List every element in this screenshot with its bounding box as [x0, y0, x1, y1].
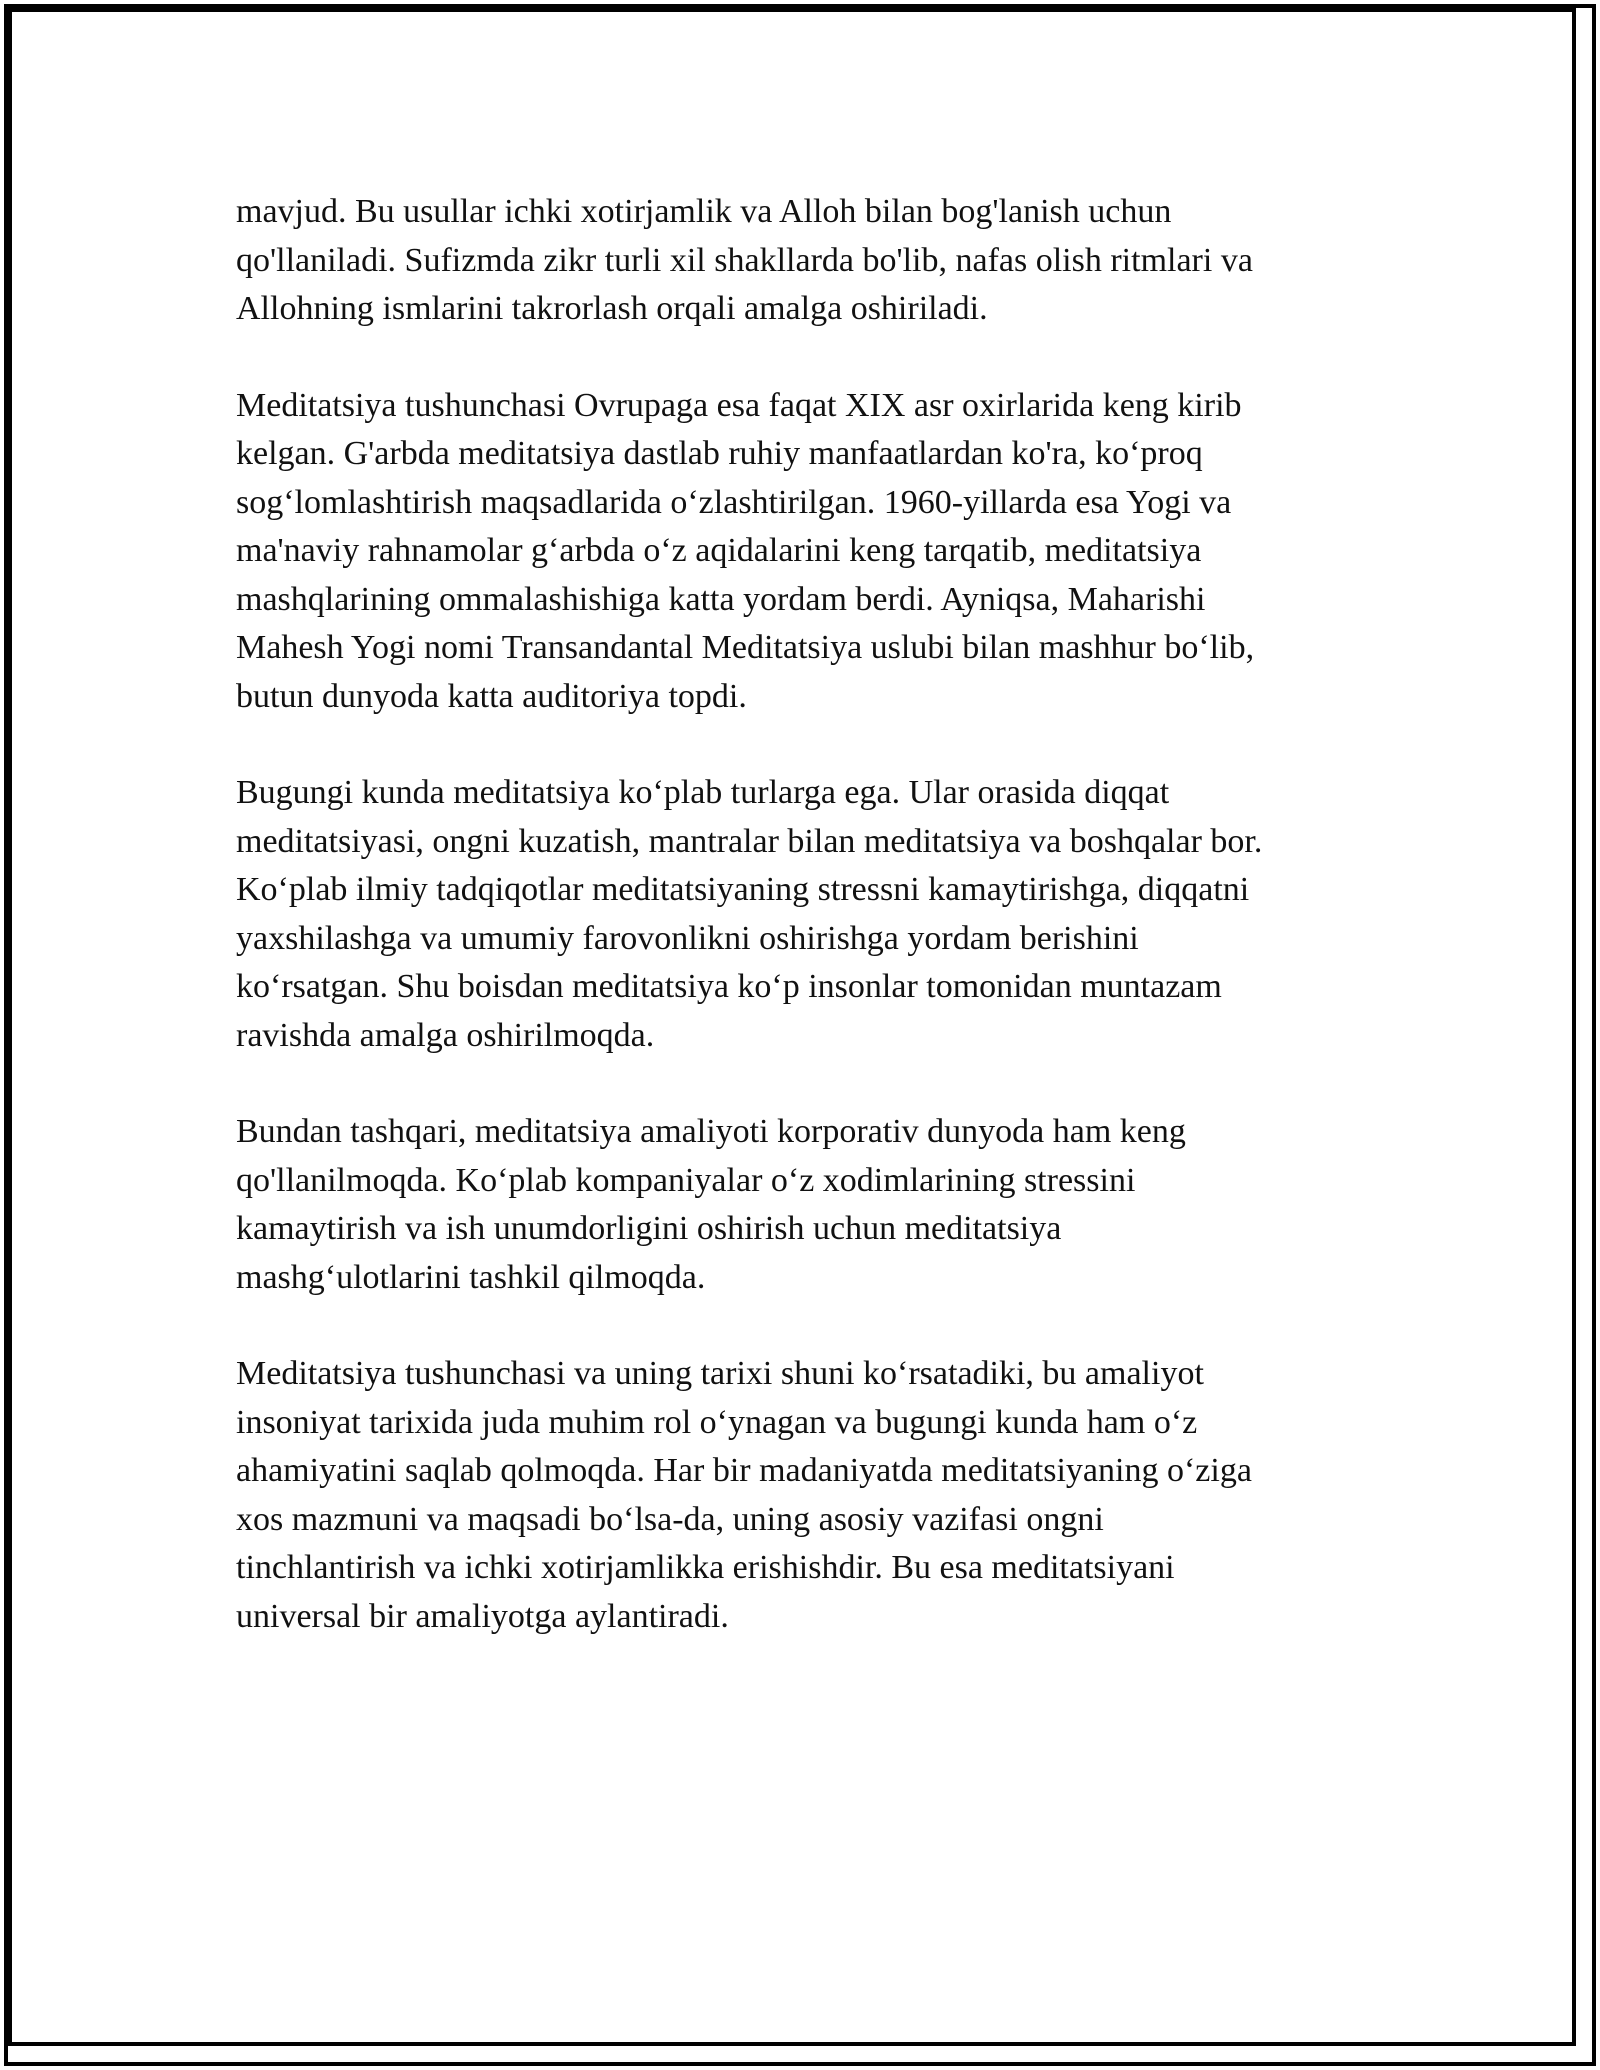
text-line: ko‘rsatgan. Shu boisdan meditatsiya ko‘p insonlar tomonidan muntazam: [236, 968, 1222, 1005]
text-line: Allohning ismlarini takrorlash orqali amalga oshiriladi.: [236, 290, 988, 327]
text-line: Bugungi kunda meditatsiya ko‘plab turlarga ega. Ular orasida diqqat: [236, 774, 1170, 811]
text-line: universal bir amaliyotga aylantiradi.: [236, 1597, 729, 1635]
text-line: butun dunyoda katta auditoriya topdi.: [236, 677, 747, 715]
paragraph-sufism-zikr: [236, 188, 1376, 334]
paragraph-corporate-meditation: [236, 1108, 1376, 1302]
text-line: insoniyat tarixida juda muhim rol o‘ynagan va bugungi kunda ham o‘z: [236, 1403, 1198, 1441]
text-line: ahamiyatini saqlab qolmoqda. Har bir madaniyatda meditatsiyaning o‘ziga: [236, 1452, 1252, 1489]
text-line: Mahesh Yogi nomi Transandantal Meditatsiya uslubi bilan mashhur bo‘lib,: [236, 629, 1255, 666]
text-line: mashg‘ulotlarini tashkil qilmoqda.: [236, 1258, 706, 1296]
text-line: ravishda amalga oshirilmoqda.: [236, 1016, 655, 1054]
text-line: Meditatsiya tushunchasi va uning tarixi shuni ko‘rsatadiki, bu amaliyot: [236, 1355, 1204, 1392]
text-line: qo'llanilmoqda. Ko‘plab kompaniyalar o‘z xodimlarining stressini: [236, 1161, 1136, 1199]
text-line: tinchlantirish va ichki xotirjamlikka erishishdir. Bu esa meditatsiyani: [236, 1549, 1175, 1586]
text-line: Bundan tashqari, meditatsiya amaliyoti korporativ dunyoda ham keng: [236, 1113, 1186, 1150]
paragraph-meditation-in-europe: [236, 382, 1376, 722]
text-line: kelgan. G'arbda meditatsiya dastlab ruhiy manfaatlardan ko'ra, ko‘proq: [236, 435, 1203, 472]
text-line: mashqlarining ommalashishiga katta yordam berdi. Ayniqsa, Maharishi: [236, 580, 1206, 618]
text-line: ma'naviy rahnamolar g‘arbda o‘z aqidalarini keng tarqatib, meditatsiya: [236, 532, 1202, 569]
text-line: meditatsiyasi, ongni kuzatish, mantralar bilan meditatsiya va boshqalar bor.: [236, 822, 1263, 860]
text-line: mavjud. Bu usullar ichki xotirjamlik va Alloh bilan bog'lanish uchun: [236, 193, 1172, 230]
text-line: xos mazmuni va maqsadi bo‘lsa-da, uning asosiy vazifasi ongni: [236, 1500, 1104, 1538]
text-line: qo'llaniladi. Sufizmda zikr turli xil shakllarda bo'lib, nafas olish ritmlari va: [236, 241, 1253, 279]
document-body: [236, 188, 1376, 1689]
paragraph-conclusion: [236, 1350, 1376, 1641]
text-line: kamaytirish va ish unumdorligini oshirish uchun meditatsiya: [236, 1210, 1062, 1247]
text-line: Meditatsiya tushunchasi Ovrupaga esa faqat XIX asr oxirlarida keng kirib: [236, 386, 1242, 424]
paragraph-meditation-types: [236, 769, 1376, 1060]
text-line: yaxshilashga va umumiy farovonlikni oshirishga yordam berishini: [236, 919, 1139, 957]
text-line: sog‘lomlashtirish maqsadlarida o‘zlashtirilgan. 1960-yillarda esa Yogi va: [236, 483, 1232, 521]
text-line: Ko‘plab ilmiy tadqiqotlar meditatsiyaning stressni kamaytirishga, diqqatni: [236, 871, 1250, 908]
